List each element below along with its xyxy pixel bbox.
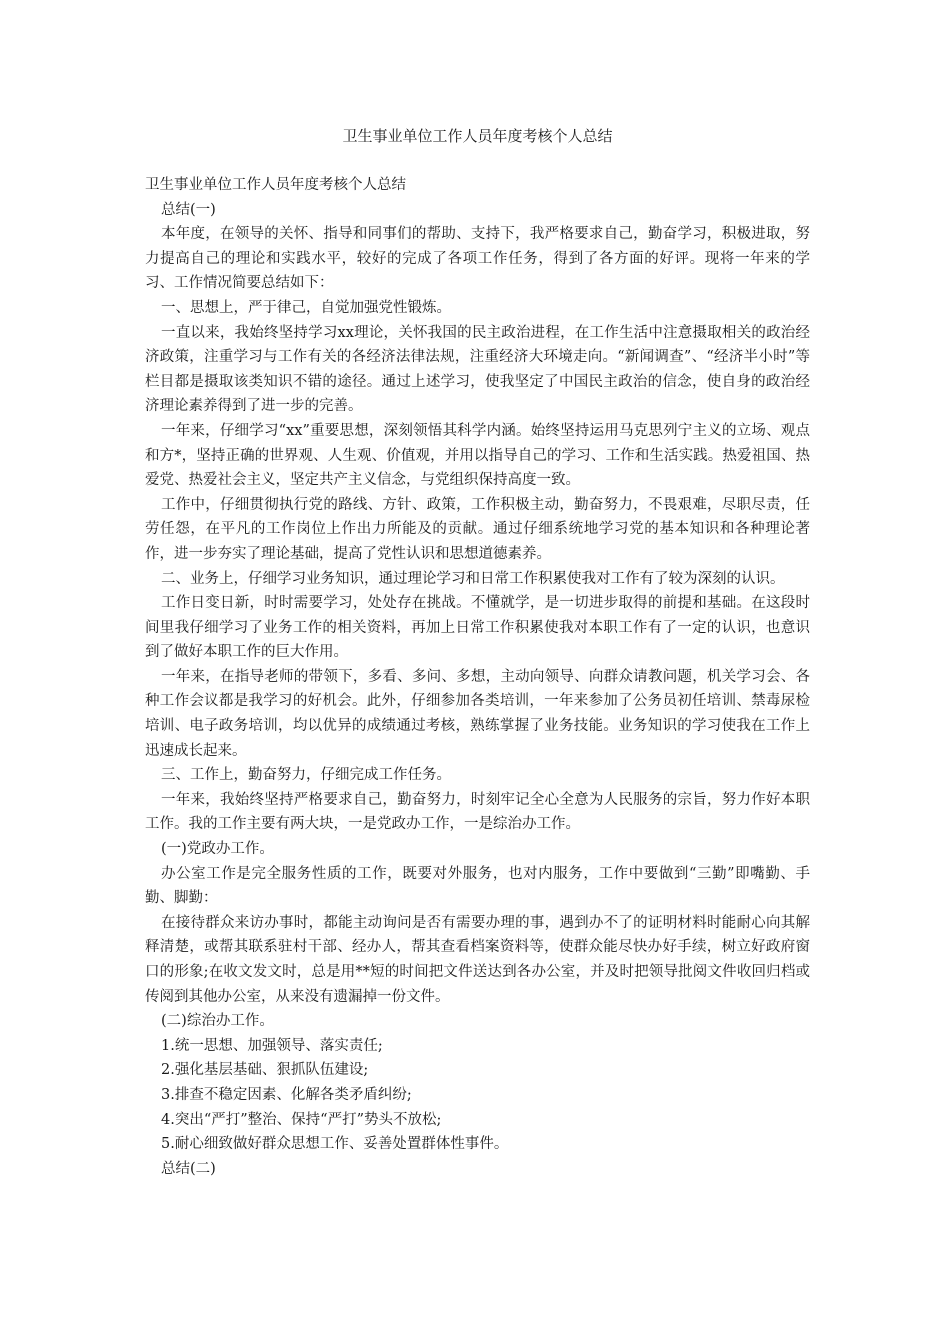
paragraph: 卫生事业单位工作人员年度考核个人总结 xyxy=(145,177,406,193)
paragraph: 5.耐心细致做好群众思想工作、妥善处置群体性事件。 xyxy=(161,1136,509,1153)
paragraph: (一)党政办工作。 xyxy=(161,841,274,858)
paragraph: 一年来，仔细学习“xx”重要思想，深刻领悟其科学内涵。始终坚持运用马克思列宁主义的立场、观点和方*，坚持正确的世界观、人生观、价值观，并用以指导自己的学习、工作和生活实践。热爱祖国、热爱党、热爱社会主义，坚定共产主义信念，与党组织保持高度一致。 xyxy=(145,422,810,489)
paragraph: 总结(二) xyxy=(161,1160,216,1177)
document-body xyxy=(145,173,810,1181)
paragraph: 工作日变日新，时时需要学习，处处存在挑战。不懂就学，是一切进步取得的前提和基础。在这段时间里我仔细学习了业务工作的相关资料，再加上日常工作积累使我对本职工作有了一定的认识，也意识到了做好本职工作的巨大作用。 xyxy=(145,595,810,661)
paragraph: 办公室工作是完全服务性质的工作，既要对外服务，也对内服务，工作中要做到“三勤”即嘴勤、手勤、脚勤： xyxy=(145,865,810,907)
paragraph: 一年来，在指导老师的带领下，多看、多问、多想，主动向领导、向群众请教问题，机关学习会、各种工作会议都是我学习的好机会。此外，仔细参加各类培训，一年来参加了公务员初任培训、禁毒尿检培训、电子政务培训，均以优异的成绩通过考核，熟练掌握了业务技能。业务知识的学习使我在工作上迅速成长起来。 xyxy=(145,668,810,759)
paragraph: 3.排查不稳定因素、化解各类矛盾纠纷; xyxy=(161,1086,412,1103)
paragraph: 1.统一思想、加强领导、落实责任; xyxy=(161,1037,383,1054)
paragraph: 一直以来，我始终坚持学习xx理论，关怀我国的民主政治进程，在工作生活中注意摄取相关的政治经济政策，注重学习与工作有关的各经济法律法规，注重经济大环境走向。“新闻调查”、“经济半小时”等栏目都是摄取该类知识不错的途径。通过上述学习，使我坚定了中国民主政治的信念，使自身的政治经济理论素养得到了进一步的完善。 xyxy=(145,324,810,415)
paragraph: 三、工作上，勤奋努力，仔细完成工作任务。 xyxy=(161,767,451,784)
paragraph: 一、思想上，严于律己，自觉加强党性锻炼。 xyxy=(161,299,451,316)
paragraph: 2.强化基层基础、狠抓队伍建设; xyxy=(161,1062,369,1079)
paragraph: (二)综治办工作。 xyxy=(161,1013,274,1030)
paragraph: 工作中，仔细贯彻执行党的路线、方针、政策，工作积极主动，勤奋努力，不畏艰难，尽职尽责，任劳任怨，在平凡的工作岗位上作出力所能及的贡献。通过仔细系统地学习党的基本知识和各种理论著作，进一步夯实了理论基础，提高了党性认识和思想道德素养。 xyxy=(145,496,810,562)
paragraph: 在接待群众来访办事时，都能主动询问是否有需要办理的事，遇到办不了的证明材料时能耐心向其解释清楚，或帮其联系驻村干部、经办人，帮其查看档案资料等，使群众能尽快办好手续，树立好政府窗口的形象;在收文发文时，总是用**短的时间把文件送达到各办公室，并及时把领导批阅文件收回归档或传阅到其他办公室，从来没有遗漏掉一份文件。 xyxy=(145,914,810,1005)
paragraph: 二、业务上，仔细学习业务知识，通过理论学习和日常工作积累使我对工作有了较为深刻的认识。 xyxy=(161,570,785,587)
paragraph: 一年来，我始终坚持严格要求自己，勤奋努力，时刻牢记全心全意为人民服务的宗旨，努力作好本职工作。我的工作主要有两大块，一是党政办工作，一是综治办工作。 xyxy=(145,791,810,833)
document-title: 卫生事业单位工作人员年度考核个人总结 xyxy=(342,127,613,145)
paragraph: 本年度，在领导的关怀、指导和同事们的帮助、支持下，我严格要求自己，勤奋学习，积极进取，努力提高自己的理论和实践水平，较好的完成了各项工作任务，得到了各方面的好评。现将一年来的学习、工作情况简要总结如下： xyxy=(145,226,810,292)
paragraph: 4.突出“严打”整治、保持“严打”势头不放松; xyxy=(161,1111,442,1128)
document-page xyxy=(145,124,810,1181)
paragraph: 总结(一) xyxy=(161,201,216,218)
